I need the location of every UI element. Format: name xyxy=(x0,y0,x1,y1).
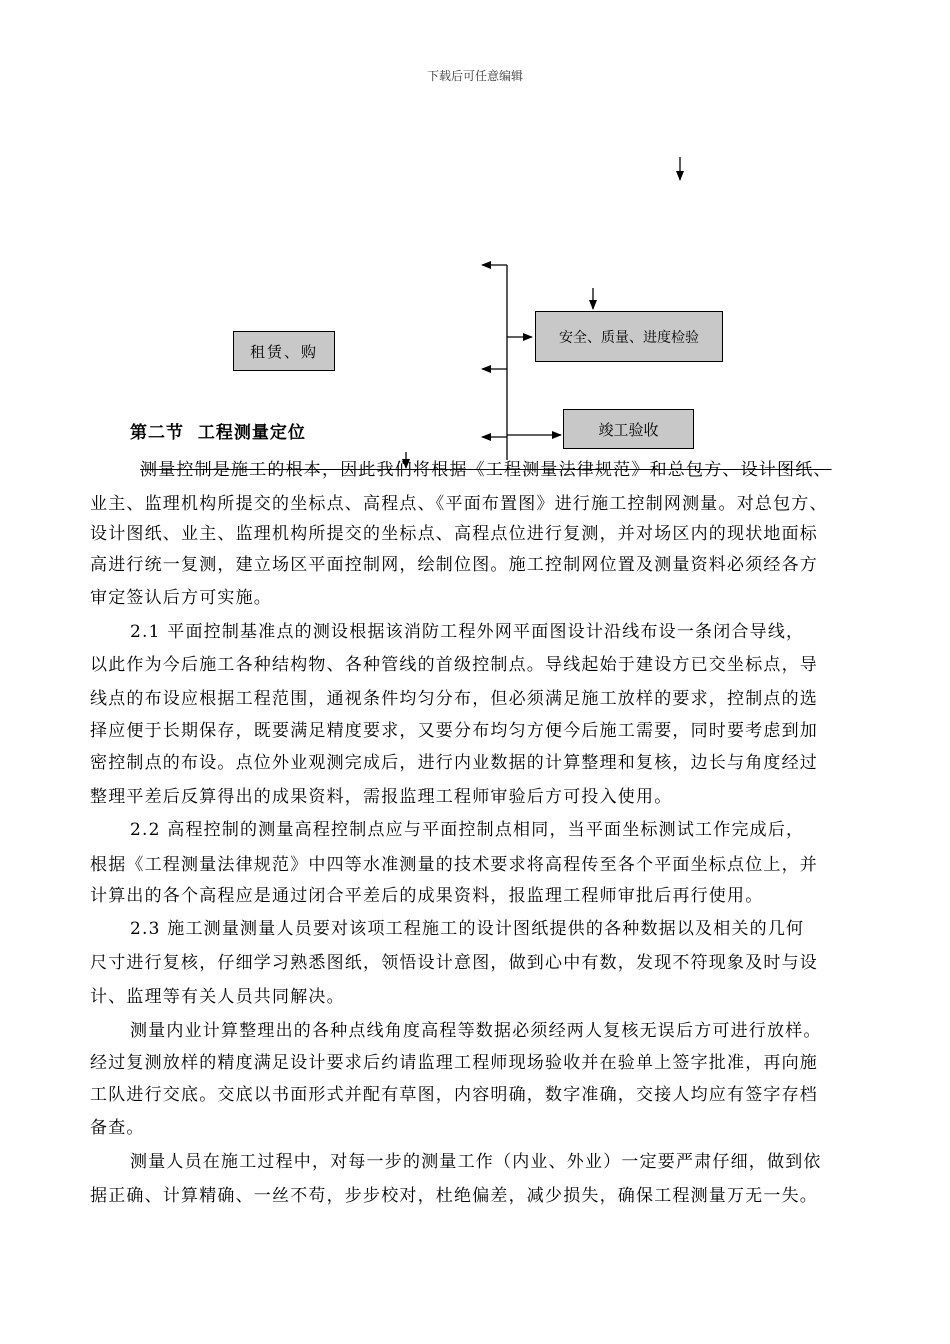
p2-line-6: 整理平差后反算得出的成果资料，需报监理工程师审验后方可投入使用。 xyxy=(90,787,673,807)
p5-line-4: 备查。 xyxy=(90,1118,145,1138)
box-completion-acceptance: 竣工验收 xyxy=(563,409,694,449)
p6-line-1: 测量人员在施工过程中，对每一步的测量工作（内业、外业）一定要严肃仔细，做到依 xyxy=(130,1152,822,1172)
section-title: 第二节 工程测量定位 xyxy=(130,423,306,443)
p4-line-1: 2.3 施工测量测量人员要对该项工程施工的设计图纸提供的各种数据以及相关的几何 xyxy=(130,919,805,939)
p3-line-2: 根据《工程测量法律规范》中四等水准测量的技术要求将高程传至各个平面坐标点位上，并 xyxy=(90,855,818,875)
p1-line-3: 设计图纸、业主、监理机构所提交的坐标点、高程点位进行复测，并对场区内的现状地面标 xyxy=(90,524,818,544)
page-header-note: 下载后可任意编辑 xyxy=(426,69,523,83)
p5-line-3: 工队进行交底。交底以书面形式并配有草图，内容明确，数字准确，交接人均应有签字存档 xyxy=(90,1085,818,1105)
p2-line-2: 以此作为今后施工各种结构物、各种管线的首级控制点。导线起始于建设方已交坐标点，导 xyxy=(90,655,818,675)
p5-line-1: 测量内业计算整理出的各种点线角度高程等数据必须经两人复核无误后方可进行放样。 xyxy=(130,1021,822,1041)
p3-line-1: 2.2 高程控制的测量高程控制点应与平面控制点相同，当平面坐标测试工作完成后， xyxy=(130,820,805,840)
p2-line-5: 密控制点的布设。点位外业观测完成后，进行内业数据的计算整理和复核，边长与角度经过 xyxy=(90,753,818,773)
p2-line-4: 择应便于长期保存，既要满足精度要求，又要分布均匀方便今后施工需要，同时要考虑到加 xyxy=(90,721,818,741)
p2-line-3: 线点的布设应根据工程范围，通视条件均匀分布，但必须满足施工放样的要求，控制点的选 xyxy=(90,689,818,709)
p1-line-2: 业主、监理机构所提交的坐标点、高程点、《平面布置图》进行施工控制网测量。对总包方、 xyxy=(90,494,828,514)
p1-line-4: 高进行统一复测，建立场区平面控制网，绘制位图。施工控制网位置及测量资料必须经各方 xyxy=(90,555,818,575)
p2-line-1: 2.1 平面控制基准点的测设根据该消防工程外网平面图设计沿线布设一条闭合导线， xyxy=(130,622,805,642)
box-safety-quality-inspection: 安全、质量、进度检验 xyxy=(535,311,723,362)
p5-line-2: 经过复测放样的精度满足设计要求后约请监理工程师现场验收并在验单上签字批准，再向施 xyxy=(90,1053,818,1073)
p4-line-2: 尺寸进行复核，仔细学习熟悉图纸，领悟设计意图，做到心中有数，发现不符现象及时与设 xyxy=(90,953,818,973)
box-rent-purchase: 租赁、购 xyxy=(233,331,335,371)
p1-line-5: 审定签认后方可实施。 xyxy=(90,588,272,608)
p4-line-3: 计、监理等有关人员共同解决。 xyxy=(90,987,345,1007)
p6-line-2: 据正确、计算精确、一丝不苟，步步校对，杜绝偏差，减少损失，确保工程测量万无一失。 xyxy=(90,1186,818,1206)
p3-line-3: 计算出的各个高程应是通过闭合平差后的成果资料，报监理工程师审批后再行使用。 xyxy=(90,886,764,906)
p1-line-1: 测量控制是施工的根本，因此我们将根据《工程测量法律规范》和总包方、设计图纸、 xyxy=(140,460,832,480)
